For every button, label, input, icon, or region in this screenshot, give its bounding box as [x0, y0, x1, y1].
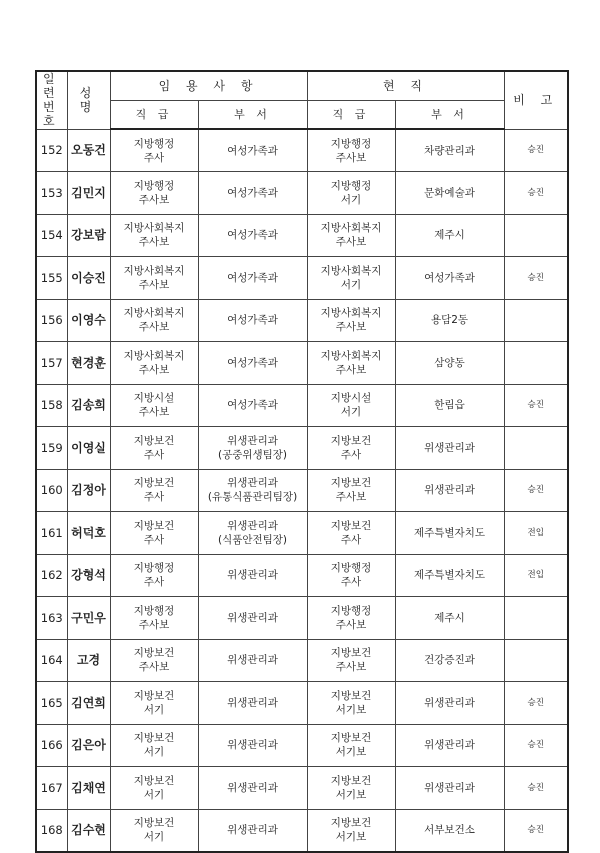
- current-dept-cell: 제주특별자치도: [395, 512, 504, 555]
- new-grade-cell: 지방시설 주사보: [110, 384, 198, 427]
- current-dept-cell: 한림읍: [395, 384, 504, 427]
- current-dept-cell: 용담2동: [395, 299, 504, 342]
- name-cell: 허덕호: [67, 512, 110, 555]
- new-dept-cell: 여성가족과: [198, 214, 307, 257]
- current-grade-cell: 지방보건 서기보: [307, 767, 395, 810]
- new-grade-cell: 지방보건 서기: [110, 724, 198, 767]
- table-row: [36, 214, 568, 257]
- header-note: 비 고: [504, 71, 568, 129]
- current-grade-cell: 지방보건 서기보: [307, 724, 395, 767]
- table-row: [36, 597, 568, 640]
- new-dept-cell: 여성가족과: [198, 384, 307, 427]
- table-row: [36, 427, 568, 470]
- current-grade-cell: 지방사회복지 주사보: [307, 342, 395, 385]
- current-grade-cell: 지방보건 주사: [307, 512, 395, 555]
- new-grade-cell: 지방사회복지 주사보: [110, 299, 198, 342]
- serial-number-cell: 162: [36, 554, 67, 597]
- current-dept-cell: 위생관리과: [395, 427, 504, 470]
- table-row: [36, 129, 568, 172]
- serial-number-cell: 164: [36, 639, 67, 682]
- header-new-grade: 직 급: [110, 101, 198, 130]
- new-dept-cell: 위생관리과: [198, 767, 307, 810]
- header-name: 성 명: [67, 71, 110, 129]
- new-grade-cell: 지방보건 주사보: [110, 639, 198, 682]
- current-dept-cell: 여성가족과: [395, 257, 504, 300]
- new-dept-cell: 위생관리과: [198, 597, 307, 640]
- new-dept-cell: 위생관리과 (식품안전팀장): [198, 512, 307, 555]
- note-cell: 승진: [504, 724, 568, 767]
- current-grade-cell: 지방보건 주사보: [307, 469, 395, 512]
- table-row: [36, 299, 568, 342]
- name-cell: 김민지: [67, 172, 110, 215]
- name-cell: 이승진: [67, 257, 110, 300]
- current-grade-cell: 지방사회복지 주사보: [307, 299, 395, 342]
- note-cell: 승진: [504, 469, 568, 512]
- current-grade-cell: 지방행정 주사: [307, 554, 395, 597]
- serial-number-cell: 167: [36, 767, 67, 810]
- name-cell: 김은아: [67, 724, 110, 767]
- serial-number-cell: 161: [36, 512, 67, 555]
- serial-number-cell: 165: [36, 682, 67, 725]
- current-dept-cell: 서부보건소: [395, 809, 504, 852]
- new-dept-cell: 여성가족과: [198, 299, 307, 342]
- new-grade-cell: 지방행정 주사보: [110, 597, 198, 640]
- name-cell: 김수현: [67, 809, 110, 852]
- note-cell: 승진: [504, 809, 568, 852]
- note-cell: 전입: [504, 512, 568, 555]
- current-grade-cell: 지방보건 서기보: [307, 682, 395, 725]
- new-dept-cell: 위생관리과: [198, 554, 307, 597]
- table-row: [36, 469, 568, 512]
- serial-number-cell: 154: [36, 214, 67, 257]
- name-cell: 강보람: [67, 214, 110, 257]
- name-cell: 김연희: [67, 682, 110, 725]
- note-cell: [504, 214, 568, 257]
- current-dept-cell: 건강증진과: [395, 639, 504, 682]
- new-dept-cell: 위생관리과: [198, 639, 307, 682]
- new-dept-cell: 위생관리과: [198, 682, 307, 725]
- serial-number-cell: 158: [36, 384, 67, 427]
- table-row: [36, 682, 568, 725]
- new-grade-cell: 지방보건 주사: [110, 469, 198, 512]
- current-dept-cell: 위생관리과: [395, 767, 504, 810]
- note-cell: [504, 639, 568, 682]
- table-row: [36, 809, 568, 852]
- note-cell: 전입: [504, 554, 568, 597]
- current-dept-cell: 제주특별자치도: [395, 554, 504, 597]
- current-grade-cell: 지방보건 주사보: [307, 639, 395, 682]
- name-cell: 이영수: [67, 299, 110, 342]
- name-cell: 이영실: [67, 427, 110, 470]
- note-cell: [504, 597, 568, 640]
- name-cell: 김송희: [67, 384, 110, 427]
- new-dept-cell: 여성가족과: [198, 172, 307, 215]
- serial-number-cell: 152: [36, 129, 67, 172]
- new-dept-cell: 위생관리과 (공중위생팀장): [198, 427, 307, 470]
- note-cell: 승진: [504, 682, 568, 725]
- table-row: [36, 767, 568, 810]
- table-body: [36, 129, 568, 852]
- header-current-grade: 직 급: [307, 101, 395, 130]
- header-current-dept: 부 서: [395, 101, 504, 130]
- new-grade-cell: 지방사회복지 주사보: [110, 214, 198, 257]
- new-grade-cell: 지방행정 주사: [110, 129, 198, 172]
- new-dept-cell: 여성가족과: [198, 257, 307, 300]
- note-cell: [504, 342, 568, 385]
- new-grade-cell: 지방보건 서기: [110, 767, 198, 810]
- new-grade-cell: 지방보건 주사: [110, 512, 198, 555]
- table-row: [36, 554, 568, 597]
- name-cell: 고경: [67, 639, 110, 682]
- note-cell: [504, 299, 568, 342]
- current-grade-cell: 지방행정 주사보: [307, 129, 395, 172]
- note-cell: 승진: [504, 257, 568, 300]
- current-grade-cell: 지방행정 서기: [307, 172, 395, 215]
- name-cell: 오동건: [67, 129, 110, 172]
- current-grade-cell: 지방사회복지 주사보: [307, 214, 395, 257]
- serial-number-cell: 159: [36, 427, 67, 470]
- new-dept-cell: 위생관리과 (유통식품관리팀장): [198, 469, 307, 512]
- new-grade-cell: 지방행정 주사: [110, 554, 198, 597]
- current-grade-cell: 지방보건 서기보: [307, 809, 395, 852]
- header-new-dept: 부 서: [198, 101, 307, 130]
- serial-number-cell: 166: [36, 724, 67, 767]
- new-grade-cell: 지방사회복지 주사보: [110, 342, 198, 385]
- table-row: [36, 724, 568, 767]
- header-serial-number: 일련 번호: [36, 71, 67, 129]
- current-dept-cell: 위생관리과: [395, 469, 504, 512]
- name-cell: 구민우: [67, 597, 110, 640]
- appointment-table: [35, 70, 569, 853]
- serial-number-cell: 153: [36, 172, 67, 215]
- current-dept-cell: 제주시: [395, 597, 504, 640]
- table-row: [36, 512, 568, 555]
- name-cell: 강형석: [67, 554, 110, 597]
- new-grade-cell: 지방보건 서기: [110, 682, 198, 725]
- table-row: [36, 342, 568, 385]
- serial-number-cell: 168: [36, 809, 67, 852]
- personnel-appointment-table: [35, 70, 567, 853]
- current-dept-cell: 위생관리과: [395, 724, 504, 767]
- current-dept-cell: 문화예술과: [395, 172, 504, 215]
- serial-number-cell: 163: [36, 597, 67, 640]
- new-grade-cell: 지방행정 주사보: [110, 172, 198, 215]
- current-dept-cell: 차량관리과: [395, 129, 504, 172]
- serial-number-cell: 157: [36, 342, 67, 385]
- serial-number-cell: 155: [36, 257, 67, 300]
- current-dept-cell: 삼양동: [395, 342, 504, 385]
- table-row: [36, 384, 568, 427]
- header-current-position: 현 직: [307, 71, 504, 101]
- note-cell: 승진: [504, 172, 568, 215]
- current-grade-cell: 지방행정 주사보: [307, 597, 395, 640]
- note-cell: [504, 427, 568, 470]
- current-dept-cell: 제주시: [395, 214, 504, 257]
- table-row: [36, 639, 568, 682]
- note-cell: 승진: [504, 767, 568, 810]
- serial-number-cell: 156: [36, 299, 67, 342]
- table-row: [36, 257, 568, 300]
- current-dept-cell: 위생관리과: [395, 682, 504, 725]
- new-dept-cell: 위생관리과: [198, 809, 307, 852]
- current-grade-cell: 지방보건 주사: [307, 427, 395, 470]
- new-dept-cell: 여성가족과: [198, 342, 307, 385]
- new-dept-cell: 위생관리과: [198, 724, 307, 767]
- header-appointment: 임 용 사 항: [110, 71, 307, 101]
- table-row: [36, 172, 568, 215]
- current-grade-cell: 지방사회복지 서기: [307, 257, 395, 300]
- name-cell: 김정아: [67, 469, 110, 512]
- note-cell: 승진: [504, 129, 568, 172]
- name-cell: 김채연: [67, 767, 110, 810]
- new-grade-cell: 지방보건 서기: [110, 809, 198, 852]
- current-grade-cell: 지방시설 서기: [307, 384, 395, 427]
- new-grade-cell: 지방보건 주사: [110, 427, 198, 470]
- new-dept-cell: 여성가족과: [198, 129, 307, 172]
- new-grade-cell: 지방사회복지 주사보: [110, 257, 198, 300]
- note-cell: 승진: [504, 384, 568, 427]
- name-cell: 현경훈: [67, 342, 110, 385]
- serial-number-cell: 160: [36, 469, 67, 512]
